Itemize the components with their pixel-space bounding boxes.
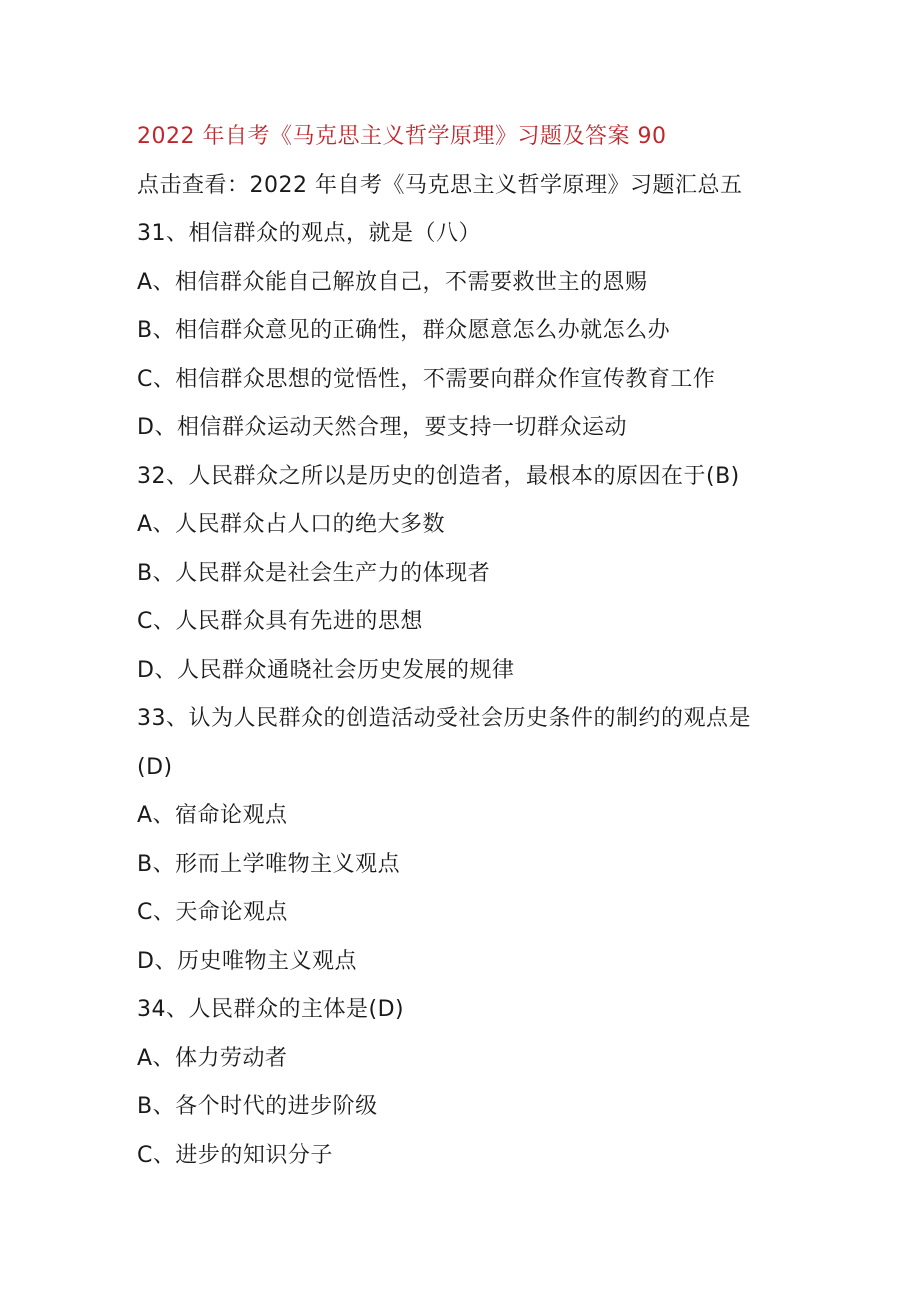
question-33-option-b: B、形而上学唯物主义观点 [137,852,401,877]
question-31-stem: 31、相信群众的观点，就是（八） [137,221,481,246]
question-33-stem-continued: (D) [137,755,173,780]
question-32-option-a: A、人民群众占人口的绝大多数 [137,512,446,537]
intro-link-text: 点击查看：2022 年自考《马克思主义哲学原理》习题汇总五 [137,173,743,198]
question-34-option-b: B、各个时代的进步阶级 [137,1094,378,1119]
question-34-option-c: C、进步的知识分子 [137,1143,333,1168]
question-34-option-a: A、体力劳动者 [137,1046,288,1071]
question-32-option-c: C、人民群众具有先进的思想 [137,609,423,634]
question-33-stem: 33、认为人民群众的创造活动受社会历史条件的制约的观点是 [137,706,751,731]
question-31-option-a: A、相信群众能自己解放自己，不需要救世主的恩赐 [137,270,648,295]
question-31-option-d: D、相信群众运动天然合理，要支持一切群众运动 [137,415,627,440]
question-33-option-c: C、天命论观点 [137,900,288,925]
question-31-option-b: B、相信群众意见的正确性，群众愿意怎么办就怎么办 [137,318,671,343]
question-32-stem: 32、人民群众之所以是历史的创造者，最根本的原因在于(B) [137,464,740,489]
question-31-option-c: C、相信群众思想的觉悟性，不需要向群众作宣传教育工作 [137,367,716,392]
question-33-option-d: D、历史唯物主义观点 [137,949,357,974]
document-title: 2022 年自考《马克思主义哲学原理》习题及答案 90 [137,124,667,149]
question-34-stem: 34、人民群众的主体是(D) [137,997,405,1022]
question-32-option-b: B、人民群众是社会生产力的体现者 [137,561,491,586]
question-33-option-a: A、宿命论观点 [137,803,288,828]
question-32-option-d: D、人民群众通晓社会历史发展的规律 [137,658,515,683]
